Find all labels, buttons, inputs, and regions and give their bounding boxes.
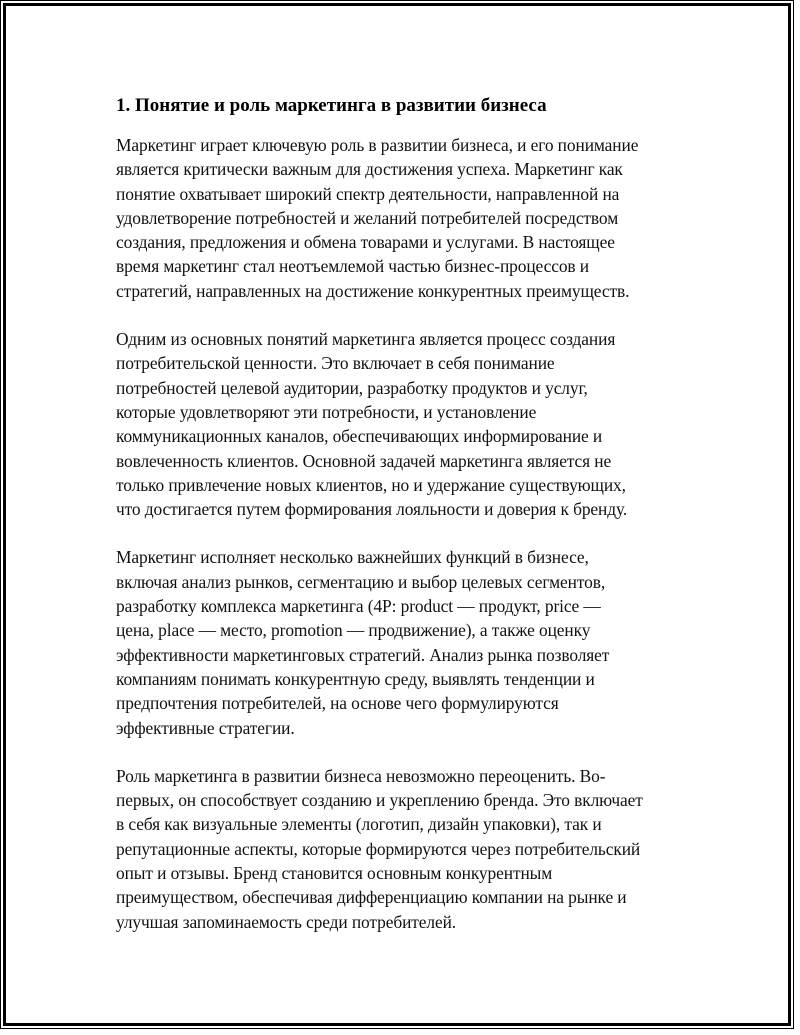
text-line: эффективности маркетинговых стратегий. Анализ рынка позволяет xyxy=(116,644,610,665)
text-line: Роль маркетинга в развитии бизнеса невозможно переоценить. Во- xyxy=(116,765,606,786)
text-line: потребительской ценности. Это включает в себя понимание xyxy=(116,353,555,374)
text-line: время маркетинг стал неотъемлемой частью бизнес-процессов и xyxy=(116,256,589,277)
text-line: первых, он способствует созданию и укреплению бренда. Это включает xyxy=(116,790,643,811)
text-line: разработку комплекса маркетинга (4P: product — продукт, price — xyxy=(116,596,601,617)
text-line: опыт и отзывы. Бренд становится основным конкурентным xyxy=(116,863,553,884)
text-line: в себя как визуальные элементы (логотип, дизайн упаковки), так и xyxy=(116,814,602,835)
text-line: потребностей целевой аудитории, разработку продуктов и услуг, xyxy=(116,377,588,398)
text-line: только привлечение новых клиентов, но и удержание существующих, xyxy=(116,474,626,495)
text-line: коммуникационных каналов, обеспечивающих информирование и xyxy=(116,426,603,447)
text-line: цена, place — место, promotion — продвижение), а также оценку xyxy=(116,620,591,641)
text-line: удовлетворение потребностей и желаний потребителей посредством xyxy=(116,207,619,228)
paragraph xyxy=(116,133,688,303)
text-line: преимуществом, обеспечивая дифференциацию компании на рынке и xyxy=(116,887,627,908)
text-line: Маркетинг исполняет несколько важнейших функций в бизнесе, xyxy=(116,547,589,568)
document-body xyxy=(116,93,688,958)
text-line: Маркетинг играет ключевую роль в развитии бизнеса, и его понимание xyxy=(116,135,639,155)
paragraph xyxy=(116,545,688,739)
paragraph xyxy=(116,764,688,934)
text-line: вовлеченность клиентов. Основной задачей маркетинга является не xyxy=(116,450,612,471)
text-line: компаниям понимать конкурентную среду, выявлять тенденции и xyxy=(116,668,595,689)
text-line: репутационные аспекты, которые формируются через потребительский xyxy=(116,838,641,859)
text-line: эффективные стратегии. xyxy=(116,717,295,738)
section-heading: 1. Понятие и роль маркетинга в развитии бизнеса xyxy=(116,95,547,116)
text-line: что достигается путем формирования лояльности и доверия к бренду. xyxy=(116,499,628,520)
text-line: является критически важным для достижения успеха. Маркетинг как xyxy=(116,159,623,180)
text-line: предпочтения потребителей, на основе чего формулируются xyxy=(116,693,559,714)
text-line: понятие охватывает широкий спектр деятельности, направленной на xyxy=(116,183,620,204)
paragraph xyxy=(116,327,688,521)
text-line: включая анализ рынков, сегментацию и выбор целевых сегментов, xyxy=(116,571,606,592)
text-line: стратегий, направленных на достижение конкурентных преимуществ. xyxy=(116,280,630,301)
text-line: создания, предложения и обмена товарами и услугами. В настоящее xyxy=(116,232,615,253)
text-line: улучшая запоминаемость среди потребителей. xyxy=(116,911,457,932)
text-line: которые удовлетворяют эти потребности, и установление xyxy=(116,401,537,422)
text-line: Одним из основных понятий маркетинга является процесс создания xyxy=(116,329,616,350)
